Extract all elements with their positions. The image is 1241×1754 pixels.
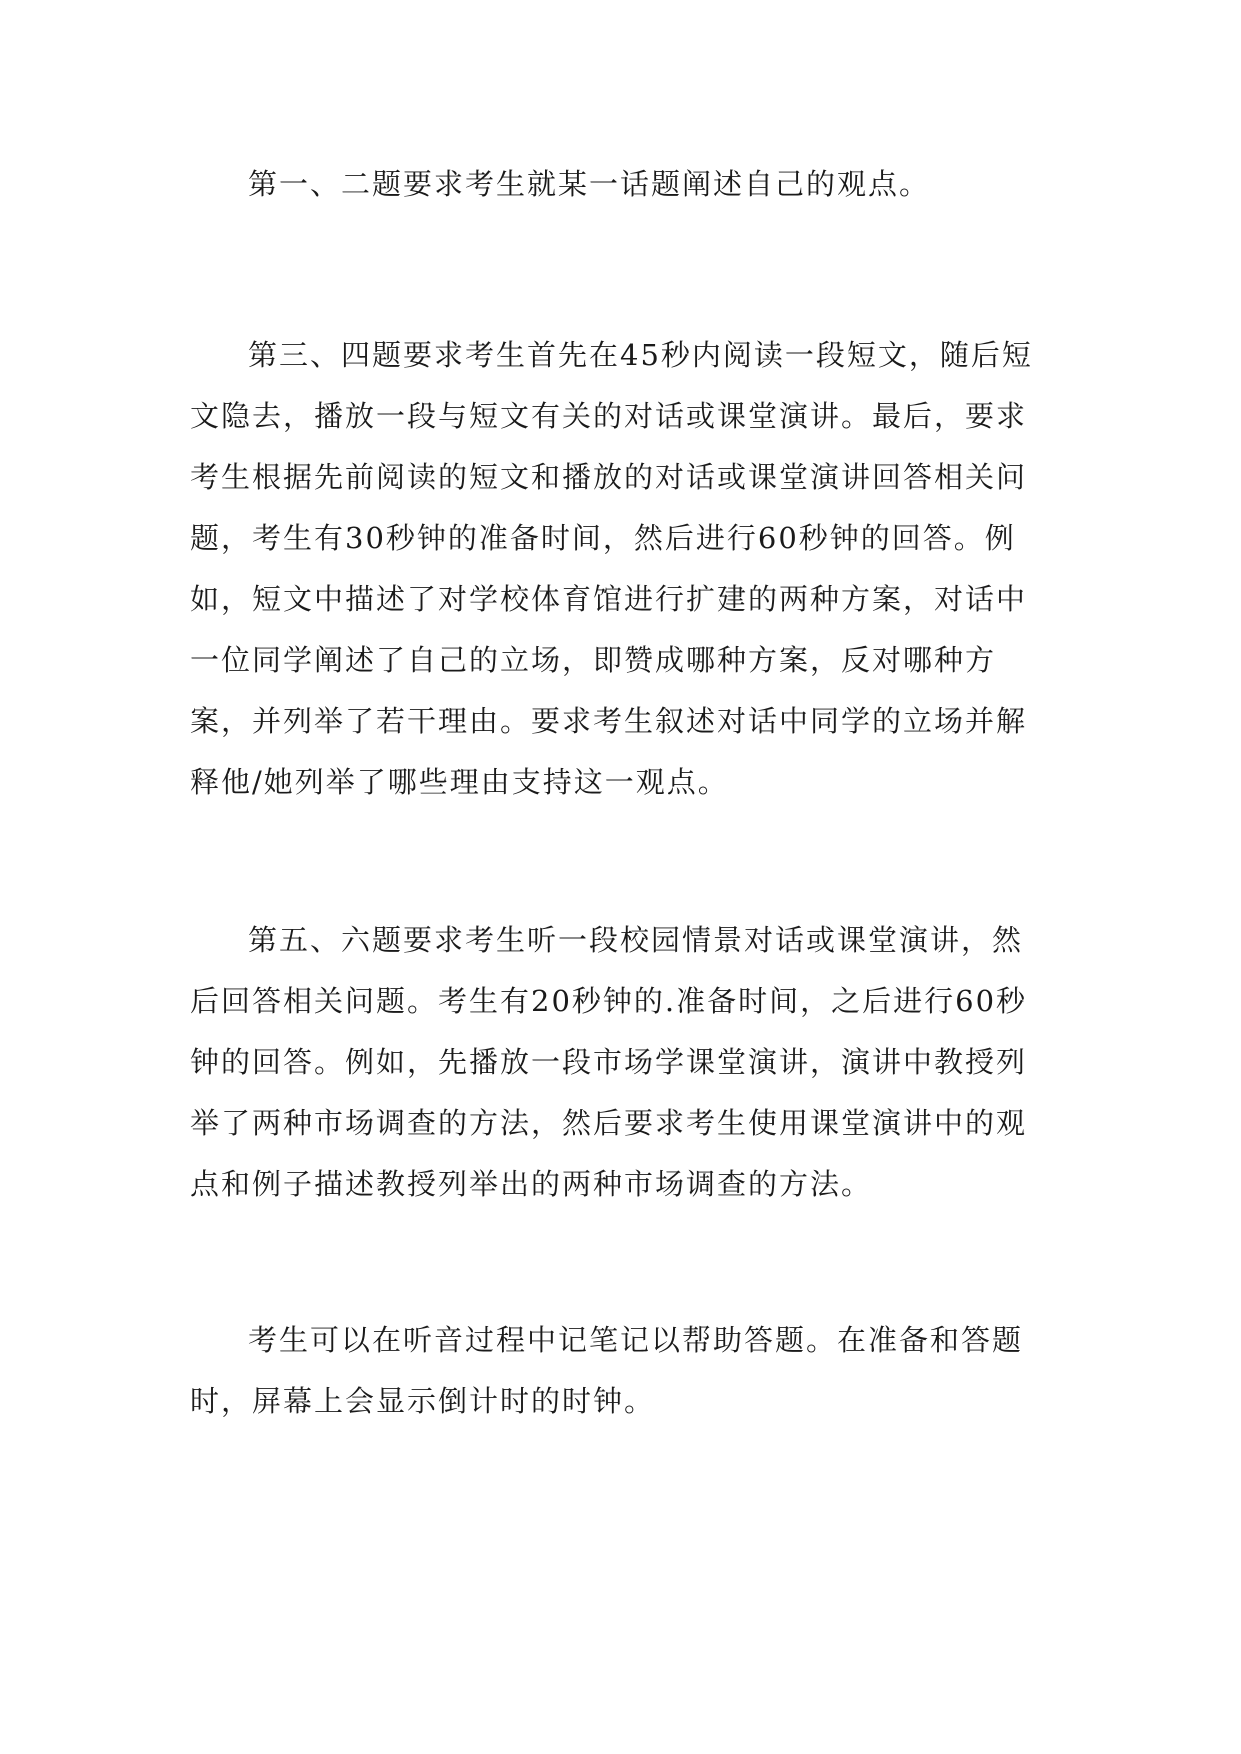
paragraph-questions-5-6: 第五、六题要求考生听一段校园情景对话或课堂演讲，然后回答相关问题。考生有20秒钟的.准备时间，之后进行60秒钟的回答。例如，先播放一段市场学课堂演讲，演讲中教授列举了两种市场调查的方法，然后要求考生使用课堂演讲中的观点和例子描述教授列举出的两种市场调查的方法。 — [190, 923, 1028, 1201]
paragraph-questions-3-4: 第三、四题要求考生首先在45秒内阅读一段短文，随后短文隐去，播放一段与短文有关的对话或课堂演讲。最后，要求考生根据先前阅读的短文和播放的对话或课堂演讲回答相关问题，考生有30秒钟的准备时间，然后进行60秒钟的回答。例如，短文中描述了对学校体育馆进行扩建的两种方案，对话中一位同学阐述了自己的立场，即赞成哪种方案，反对哪种方案，并列举了若干理由。要求考生叙述对话中同学的立场并解释他/她列举了哪些理由支持这一观点。 — [190, 338, 1033, 799]
paragraph-questions-1-2: 第一、二题要求考生就某一话题阐述自己的观点。 — [248, 167, 931, 201]
paragraph-note-taking: 考生可以在听音过程中记笔记以帮助答题。在准备和答题时，屏幕上会显示倒计时的时钟。 — [190, 1323, 1024, 1418]
